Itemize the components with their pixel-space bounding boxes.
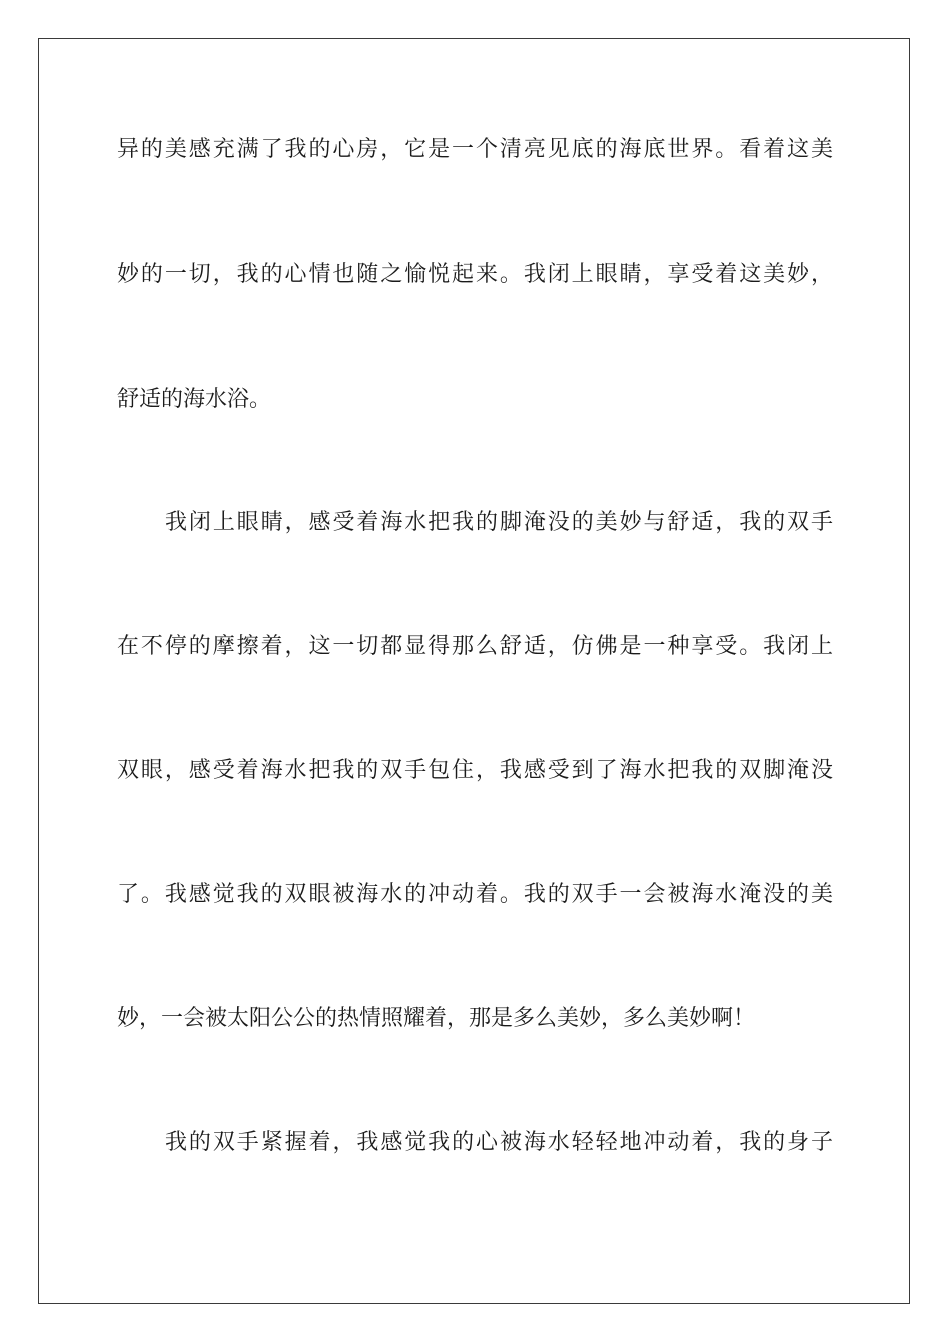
text-line: 妙的一切，我的心情也随之愉悦起来。我闭上眼睛，享受着这美妙， [117,262,833,287]
text-line: 在不停的摩擦着，这一切都显得那么舒适，仿佛是一种享受。我闭上 [117,634,833,659]
text-line: 双眼，感受着海水把我的双手包住，我感受到了海水把我的双脚淹没 [117,758,833,783]
text-line: 了。我感觉我的双眼被海水的冲动着。我的双手一会被海水淹没的美 [117,882,833,907]
page-border [38,38,910,1304]
paragraph-start-line: 我的双手紧握着，我感觉我的心被海水轻轻地冲动着，我的身子 [165,1130,833,1155]
text-line: 妙，一会被太阳公公的热情照耀着，那是多么美妙，多么美妙啊！ [117,1006,756,1031]
paragraph-start-line: 我闭上眼睛，感受着海水把我的脚淹没的美妙与舒适，我的双手 [165,510,833,535]
text-line: 舒适的海水浴。 [117,387,272,412]
text-line: 异的美感充满了我的心房，它是一个清亮见底的海底世界。看着这美 [117,137,833,162]
